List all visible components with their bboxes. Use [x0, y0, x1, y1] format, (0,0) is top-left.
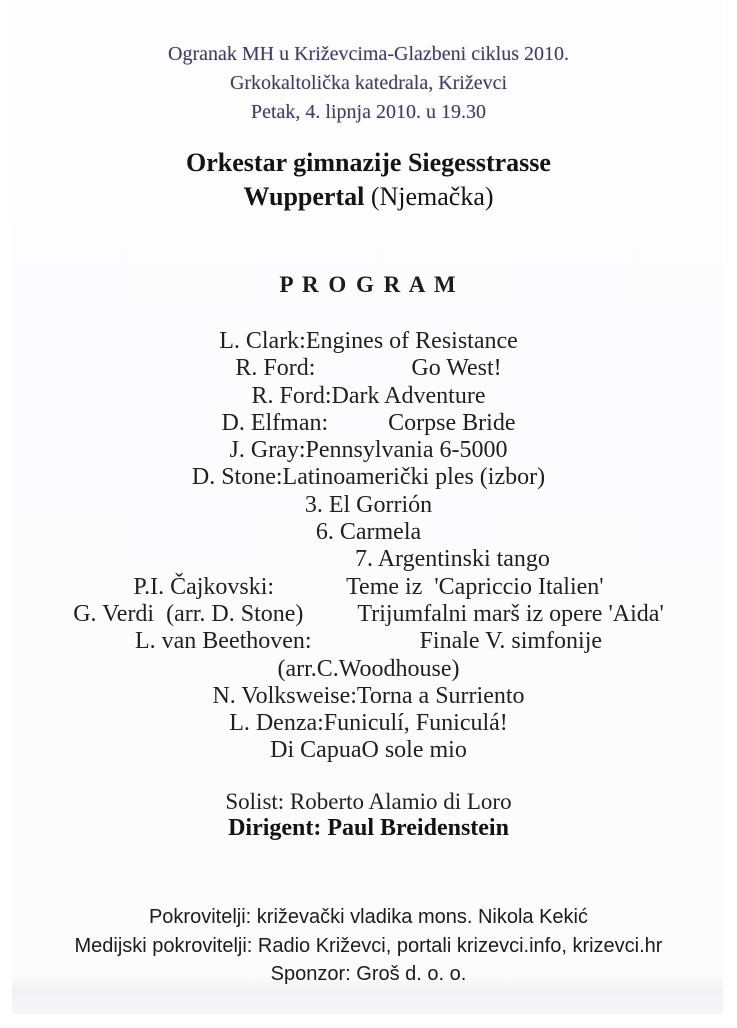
program-line: J. Gray:Pennsylvania 6-5000 — [229, 437, 508, 464]
title-line-1: Orkestar gimnazije Siegesstrasse — [186, 148, 551, 177]
program-line: (arr.C.Woodhouse) — [277, 655, 460, 682]
program-line: R. Ford: Go West! — [235, 355, 502, 382]
event-header — [0, 40, 737, 127]
program-line: N. Volksweise:Torna a Surriento — [212, 682, 525, 709]
sponsor-line: Sponzor: Groš d. o. o. — [270, 963, 467, 985]
program-line: L. Clark:Engines of Resistance — [219, 328, 518, 354]
program-line: 3. El Gorrión — [304, 491, 433, 518]
patrons-line: Pokrovitelji: križevački vladika mons. Nikola Kekić — [148, 906, 589, 928]
program-list — [0, 328, 737, 765]
program-heading: P R O G R A M — [279, 272, 458, 297]
conductor-credit: Dirigent: Paul Breidenstein — [228, 815, 509, 841]
program-line: D. Stone:Latinoamerički ples (izbor) — [191, 464, 546, 491]
program-line: 7. Argentinski tango — [355, 546, 550, 573]
title-country: (Njemačka) — [364, 182, 494, 211]
title-city: Wuppertal — [243, 182, 365, 211]
venue-line: Grkokaltolička katedrala, Križevci — [229, 72, 508, 94]
media-patrons-line: Medijski pokrovitelji: Radio Križevci, portali krizevci.info, krizevci.hr — [74, 934, 663, 957]
sponsors-footer — [0, 903, 737, 989]
page-title — [0, 146, 737, 214]
program-line: L. Denza:Funiculí, Funiculá! — [229, 710, 508, 737]
title-line-2 — [0, 180, 737, 214]
soloist-credit: Solist: Roberto Alamio di Loro — [225, 789, 512, 814]
program-line: G. Verdi (arr. D. Stone) Trijumfalni marš iz opere 'Aida' — [73, 600, 664, 627]
program-line: L. van Beethoven: Finale V. simfonije — [134, 628, 603, 655]
program-line: D. Elfman: Corpse Bride — [221, 409, 516, 436]
date-time-line: Petak, 4. lipnja 2010. u 19.30 — [251, 101, 486, 123]
program-line: 6. Carmela — [315, 519, 422, 546]
program-line: R. Ford:Dark Adventure — [251, 382, 486, 409]
program-line: P.I. Čajkovski: Teme iz 'Capriccio Italien' — [133, 573, 604, 600]
program-line: Di CapuaO sole mio — [270, 737, 467, 764]
organizer-line: Ogranak MH u Križevcima-Glazbeni ciklus 2010. — [168, 43, 569, 65]
